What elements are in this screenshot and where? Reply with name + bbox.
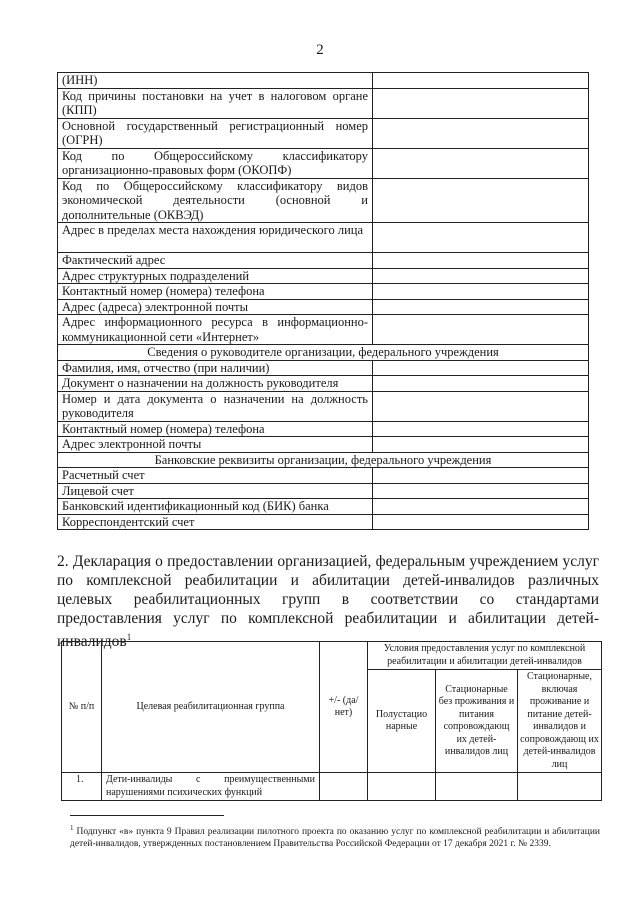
field-value-cell[interactable] bbox=[373, 118, 589, 148]
row-target-group: Дети-инвалиды с преимущественными нарушениями психических функций bbox=[102, 773, 320, 801]
declaration-table bbox=[61, 641, 602, 801]
field-value-cell[interactable] bbox=[373, 315, 589, 345]
field-value-cell[interactable] bbox=[373, 468, 589, 484]
form-row bbox=[58, 421, 589, 437]
row-yes-no-cell bbox=[320, 773, 368, 801]
footnote-reference: 1 bbox=[126, 632, 132, 642]
field-value-cell[interactable] bbox=[373, 148, 589, 178]
footnote-separator bbox=[70, 815, 224, 816]
field-value-cell[interactable] bbox=[373, 483, 589, 499]
field-label: Фамилия, имя, отчество (при наличии) bbox=[58, 360, 373, 376]
field-label: Адрес электронной почты bbox=[58, 437, 373, 453]
form-row bbox=[58, 499, 589, 515]
field-label: Расчетный счет bbox=[58, 468, 373, 484]
form-row bbox=[58, 360, 589, 376]
field-value-cell[interactable] bbox=[373, 299, 589, 315]
form-row bbox=[58, 253, 589, 269]
field-value-cell[interactable] bbox=[373, 421, 589, 437]
field-label: Документ о назначении на должность руководителя bbox=[58, 376, 373, 392]
row-condition-cell-1 bbox=[368, 773, 436, 801]
footnote bbox=[70, 822, 600, 850]
form-row bbox=[58, 376, 589, 392]
header-condition-stationary-with-accommodation: Стационарные, включая проживание и питание детей-инвалидов и сопровождающ их детей-инвалидов лиц bbox=[518, 670, 602, 773]
form-row bbox=[58, 468, 589, 484]
field-label: Фактический адрес bbox=[58, 253, 373, 269]
form-row bbox=[58, 284, 589, 300]
form-row bbox=[58, 437, 589, 453]
field-value-cell[interactable] bbox=[373, 360, 589, 376]
row-condition-cell-2 bbox=[436, 773, 518, 801]
form-row bbox=[58, 223, 589, 253]
field-label: Адрес в пределах места нахождения юридического лица bbox=[58, 223, 373, 253]
section-header-row bbox=[58, 345, 589, 361]
header-conditions: Условия предоставления услуг по комплексной реабилитации и абилитации детей-инвалидов bbox=[368, 642, 602, 670]
field-value-cell[interactable] bbox=[373, 178, 589, 223]
form-row bbox=[58, 88, 589, 118]
form-row bbox=[58, 514, 589, 530]
field-value-cell[interactable] bbox=[373, 376, 589, 392]
field-value-cell[interactable] bbox=[373, 73, 589, 89]
form-row bbox=[58, 268, 589, 284]
form-row bbox=[58, 483, 589, 499]
form-row bbox=[58, 118, 589, 148]
page-number: 2 bbox=[316, 42, 324, 58]
form-row bbox=[58, 148, 589, 178]
field-value-cell[interactable] bbox=[373, 223, 589, 253]
field-label: Адрес информационного ресурса в информационно-коммуникационной сети «Интернет» bbox=[58, 315, 373, 345]
field-value-cell[interactable] bbox=[373, 284, 589, 300]
field-value-cell[interactable] bbox=[373, 437, 589, 453]
header-condition-stationary-no-accommodation: Стационарные без проживания и питания сопровождающ их детей-инвалидов лиц bbox=[436, 670, 518, 773]
form-row bbox=[58, 178, 589, 223]
field-value-cell[interactable] bbox=[373, 514, 589, 530]
header-target-group: Целевая реабилитационная группа bbox=[102, 642, 320, 773]
field-label: Корреспондентский счет bbox=[58, 514, 373, 530]
field-label: Код по Общероссийскому классификатору видов экономической деятельности (основной и дополнительные (ОКВЭД) bbox=[58, 178, 373, 223]
field-label: Контактный номер (номера) телефона bbox=[58, 284, 373, 300]
field-label: Код по Общероссийскому классификатору организационно-правовых форм (ОКОПФ) bbox=[58, 148, 373, 178]
form-row bbox=[58, 299, 589, 315]
field-label: Адрес структурных подразделений bbox=[58, 268, 373, 284]
field-value-cell[interactable] bbox=[373, 253, 589, 269]
field-label: (ИНН) bbox=[58, 73, 373, 89]
field-label: Банковский идентификационный код (БИК) банка bbox=[58, 499, 373, 515]
header-number: № п/п bbox=[62, 642, 102, 773]
row-condition-cell-3 bbox=[518, 773, 602, 801]
field-label: Код причины постановки на учет в налоговом органе (КПП) bbox=[58, 88, 373, 118]
form-row bbox=[58, 391, 589, 421]
declaration-heading-text: 2. Декларация о предоставлении организацией, федеральным учреждением услуг по комплексной реабилитации и абилитации детей-инвалидов различных целевых реабилитационных групп в соответствии со стандартами предоставления услуг по комплексной реабилитации и абилитации детей-инвалидов bbox=[57, 553, 599, 651]
form-row bbox=[58, 315, 589, 345]
field-label: Адрес (адреса) электронной почты bbox=[58, 299, 373, 315]
header-yes-no: +/- (да/нет) bbox=[320, 642, 368, 773]
field-label: Номер и дата документа о назначении на должность руководителя bbox=[58, 391, 373, 421]
field-value-cell[interactable] bbox=[373, 88, 589, 118]
footnote-text: Подпункт «в» пункта 9 Правил реализации пилотного проекта по оказанию услуг по комплексной реабилитации и абилитации детей-инвалидов, утвержденных постановлением Правительства Российской Федерации от 17 декабря 2021 г. № 2339. bbox=[70, 827, 600, 850]
row-number: 1. bbox=[62, 773, 102, 801]
field-value-cell[interactable] bbox=[373, 391, 589, 421]
field-label: Основной государственный регистрационный номер (ОГРН) bbox=[58, 118, 373, 148]
organization-details-table bbox=[57, 72, 589, 530]
field-value-cell[interactable] bbox=[373, 268, 589, 284]
footnote-mark: 1 bbox=[70, 824, 74, 832]
declaration-heading bbox=[57, 552, 599, 651]
field-label: Лицевой счет bbox=[58, 483, 373, 499]
section-title: Банковские реквизиты организации, федерального учреждения bbox=[58, 452, 589, 468]
section-header-row bbox=[58, 452, 589, 468]
header-condition-semi-stationary: Полустацио нарные bbox=[368, 670, 436, 773]
section-title: Сведения о руководителе организации, федерального учреждения bbox=[58, 345, 589, 361]
field-label: Контактный номер (номера) телефона bbox=[58, 421, 373, 437]
field-value-cell[interactable] bbox=[373, 499, 589, 515]
form-row bbox=[58, 73, 589, 89]
